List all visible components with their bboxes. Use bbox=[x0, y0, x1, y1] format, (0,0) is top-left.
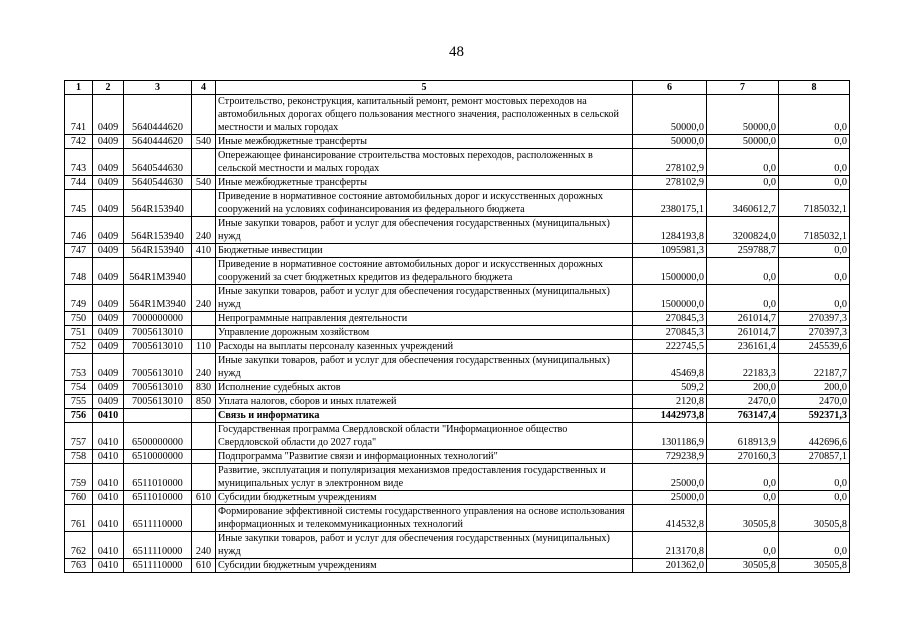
row-number-cell: 742 bbox=[65, 135, 93, 149]
amount-year3-cell: 245539,6 bbox=[779, 340, 850, 354]
amount-year2-cell: 0,0 bbox=[707, 491, 779, 505]
target-article-cell: 7005613010 bbox=[124, 354, 192, 381]
item-name-cell: Иные межбюджетные трансферты bbox=[216, 135, 633, 149]
amount-year1-cell: 278102,9 bbox=[633, 176, 707, 190]
section-code-cell: 0409 bbox=[93, 135, 124, 149]
target-article-cell: 5640544630 bbox=[124, 149, 192, 176]
column-header: 2 bbox=[93, 81, 124, 95]
item-name-cell: Подпрограмма "Развитие связи и информационных технологий" bbox=[216, 450, 633, 464]
amount-year3-cell: 592371,3 bbox=[779, 409, 850, 423]
amount-year1-cell: 278102,9 bbox=[633, 149, 707, 176]
expense-type-cell bbox=[192, 423, 216, 450]
target-article-cell: 6511010000 bbox=[124, 491, 192, 505]
row-number-cell: 753 bbox=[65, 354, 93, 381]
column-header: 8 bbox=[779, 81, 850, 95]
table-header-row bbox=[65, 81, 850, 95]
target-article-cell: 6511110000 bbox=[124, 505, 192, 532]
amount-year2-cell: 3200824,0 bbox=[707, 217, 779, 244]
amount-year2-cell: 50000,0 bbox=[707, 135, 779, 149]
target-article-cell bbox=[124, 409, 192, 423]
table-row bbox=[65, 532, 850, 559]
section-code-cell: 0410 bbox=[93, 532, 124, 559]
item-name-cell: Исполнение судебных актов bbox=[216, 381, 633, 395]
section-code-cell: 0410 bbox=[93, 464, 124, 491]
table-row bbox=[65, 135, 850, 149]
column-header: 7 bbox=[707, 81, 779, 95]
table-row bbox=[65, 423, 850, 450]
target-article-cell: 564R153940 bbox=[124, 217, 192, 244]
section-code-cell: 0409 bbox=[93, 354, 124, 381]
target-article-cell: 6500000000 bbox=[124, 423, 192, 450]
target-article-cell: 7005613010 bbox=[124, 395, 192, 409]
row-number-cell: 759 bbox=[65, 464, 93, 491]
section-code-cell: 0410 bbox=[93, 450, 124, 464]
amount-year2-cell: 22183,3 bbox=[707, 354, 779, 381]
amount-year3-cell: 0,0 bbox=[779, 244, 850, 258]
item-name-cell: Формирование эффективной системы государственного управления на основе использования информационных и телекоммуникационных технологий bbox=[216, 505, 633, 532]
amount-year3-cell: 0,0 bbox=[779, 464, 850, 491]
budget-table bbox=[64, 80, 850, 573]
expense-type-cell: 610 bbox=[192, 559, 216, 573]
column-header: 4 bbox=[192, 81, 216, 95]
item-name-cell: Опережающее финансирование строительства мостовых переходов, расположенных в сельской местности и малых городах bbox=[216, 149, 633, 176]
target-article-cell: 7000000000 bbox=[124, 312, 192, 326]
amount-year2-cell: 0,0 bbox=[707, 285, 779, 312]
amount-year1-cell: 509,2 bbox=[633, 381, 707, 395]
amount-year3-cell: 2470,0 bbox=[779, 395, 850, 409]
amount-year2-cell: 261014,7 bbox=[707, 326, 779, 340]
section-code-cell: 0409 bbox=[93, 381, 124, 395]
amount-year2-cell: 236161,4 bbox=[707, 340, 779, 354]
row-number-cell: 758 bbox=[65, 450, 93, 464]
amount-year2-cell: 259788,7 bbox=[707, 244, 779, 258]
amount-year1-cell: 270845,3 bbox=[633, 312, 707, 326]
item-name-cell: Строительство, реконструкция, капитальный ремонт, ремонт мостовых переходов на автомобильных дорогах общего пользования местного значения, расположенных в сельской местности и малых городах bbox=[216, 95, 633, 135]
page-number: 48 bbox=[449, 44, 464, 60]
table-row bbox=[65, 450, 850, 464]
table-row bbox=[65, 559, 850, 573]
amount-year1-cell: 25000,0 bbox=[633, 464, 707, 491]
target-article-cell: 5640544630 bbox=[124, 176, 192, 190]
amount-year1-cell: 50000,0 bbox=[633, 135, 707, 149]
column-header: 3 bbox=[124, 81, 192, 95]
amount-year2-cell: 261014,7 bbox=[707, 312, 779, 326]
item-name-cell: Уплата налогов, сборов и иных платежей bbox=[216, 395, 633, 409]
item-name-cell: Приведение в нормативное состояние автомобильных дорог и искусственных дорожных сооружений за счет бюджетных кредитов из федерального бюджета bbox=[216, 258, 633, 285]
section-code-cell: 0410 bbox=[93, 409, 124, 423]
target-article-cell: 6511010000 bbox=[124, 464, 192, 491]
amount-year1-cell: 45469,8 bbox=[633, 354, 707, 381]
table-row bbox=[65, 326, 850, 340]
table-row bbox=[65, 354, 850, 381]
amount-year1-cell: 50000,0 bbox=[633, 95, 707, 135]
expense-type-cell: 240 bbox=[192, 217, 216, 244]
target-article-cell: 7005613010 bbox=[124, 381, 192, 395]
table-row bbox=[65, 149, 850, 176]
expense-type-cell: 830 bbox=[192, 381, 216, 395]
row-number-cell: 746 bbox=[65, 217, 93, 244]
amount-year3-cell: 0,0 bbox=[779, 149, 850, 176]
section-code-cell: 0409 bbox=[93, 217, 124, 244]
amount-year3-cell: 270397,3 bbox=[779, 326, 850, 340]
row-number-cell: 749 bbox=[65, 285, 93, 312]
item-name-cell: Иные закупки товаров, работ и услуг для обеспечения государственных (муниципальных) нужд bbox=[216, 354, 633, 381]
expense-type-cell: 540 bbox=[192, 135, 216, 149]
section-code-cell: 0409 bbox=[93, 285, 124, 312]
amount-year1-cell: 2120,8 bbox=[633, 395, 707, 409]
amount-year2-cell: 0,0 bbox=[707, 176, 779, 190]
amount-year1-cell: 1500000,0 bbox=[633, 285, 707, 312]
amount-year1-cell: 729238,9 bbox=[633, 450, 707, 464]
expense-type-cell: 610 bbox=[192, 491, 216, 505]
row-number-cell: 763 bbox=[65, 559, 93, 573]
row-number-cell: 754 bbox=[65, 381, 93, 395]
item-name-cell: Иные закупки товаров, работ и услуг для обеспечения государственных (муниципальных) нужд bbox=[216, 217, 633, 244]
table-row bbox=[65, 95, 850, 135]
expense-type-cell: 850 bbox=[192, 395, 216, 409]
column-header: 6 bbox=[633, 81, 707, 95]
expense-type-cell bbox=[192, 464, 216, 491]
amount-year1-cell: 414532,8 bbox=[633, 505, 707, 532]
amount-year3-cell: 7185032,1 bbox=[779, 217, 850, 244]
item-name-cell: Государственная программа Свердловской области "Информационное общество Свердловской области до 2027 года" bbox=[216, 423, 633, 450]
section-code-cell: 0409 bbox=[93, 312, 124, 326]
amount-year2-cell: 0,0 bbox=[707, 464, 779, 491]
amount-year3-cell: 0,0 bbox=[779, 176, 850, 190]
row-number-cell: 751 bbox=[65, 326, 93, 340]
row-number-cell: 744 bbox=[65, 176, 93, 190]
expense-type-cell: 110 bbox=[192, 340, 216, 354]
section-code-cell: 0409 bbox=[93, 244, 124, 258]
expense-type-cell bbox=[192, 149, 216, 176]
table-row bbox=[65, 409, 850, 423]
section-code-cell: 0409 bbox=[93, 258, 124, 285]
amount-year3-cell: 22187,7 bbox=[779, 354, 850, 381]
item-name-cell: Развитие, эксплуатация и популяризация механизмов предоставления государственных и муниципальных услуг в электронном виде bbox=[216, 464, 633, 491]
expense-type-cell bbox=[192, 450, 216, 464]
amount-year3-cell: 270857,1 bbox=[779, 450, 850, 464]
target-article-cell: 5640444620 bbox=[124, 135, 192, 149]
amount-year1-cell: 1095981,3 bbox=[633, 244, 707, 258]
row-number-cell: 745 bbox=[65, 190, 93, 217]
section-code-cell: 0410 bbox=[93, 559, 124, 573]
amount-year3-cell: 0,0 bbox=[779, 95, 850, 135]
item-name-cell: Приведение в нормативное состояние автомобильных дорог и искусственных дорожных сооружений на условиях софинансирования из федерального бюджета bbox=[216, 190, 633, 217]
amount-year2-cell: 200,0 bbox=[707, 381, 779, 395]
row-number-cell: 747 bbox=[65, 244, 93, 258]
amount-year2-cell: 30505,8 bbox=[707, 505, 779, 532]
row-number-cell: 757 bbox=[65, 423, 93, 450]
table-row bbox=[65, 312, 850, 326]
amount-year3-cell: 0,0 bbox=[779, 532, 850, 559]
table-row bbox=[65, 505, 850, 532]
amount-year3-cell: 7185032,1 bbox=[779, 190, 850, 217]
item-name-cell: Бюджетные инвестиции bbox=[216, 244, 633, 258]
table-row bbox=[65, 381, 850, 395]
table-row bbox=[65, 491, 850, 505]
expense-type-cell: 240 bbox=[192, 285, 216, 312]
amount-year1-cell: 222745,5 bbox=[633, 340, 707, 354]
item-name-cell: Иные межбюджетные трансферты bbox=[216, 176, 633, 190]
amount-year1-cell: 1301186,9 bbox=[633, 423, 707, 450]
amount-year1-cell: 1284193,8 bbox=[633, 217, 707, 244]
row-number-cell: 756 bbox=[65, 409, 93, 423]
table-row bbox=[65, 176, 850, 190]
column-header: 1 bbox=[65, 81, 93, 95]
amount-year3-cell: 0,0 bbox=[779, 135, 850, 149]
expense-type-cell: 240 bbox=[192, 354, 216, 381]
target-article-cell: 564R1M3940 bbox=[124, 258, 192, 285]
target-article-cell: 564R153940 bbox=[124, 190, 192, 217]
row-number-cell: 741 bbox=[65, 95, 93, 135]
row-number-cell: 760 bbox=[65, 491, 93, 505]
row-number-cell: 752 bbox=[65, 340, 93, 354]
target-article-cell: 5640444620 bbox=[124, 95, 192, 135]
row-number-cell: 761 bbox=[65, 505, 93, 532]
expense-type-cell bbox=[192, 95, 216, 135]
expense-type-cell bbox=[192, 326, 216, 340]
expense-type-cell: 540 bbox=[192, 176, 216, 190]
column-header: 5 bbox=[216, 81, 633, 95]
amount-year2-cell: 0,0 bbox=[707, 532, 779, 559]
amount-year1-cell: 201362,0 bbox=[633, 559, 707, 573]
amount-year1-cell: 1442973,8 bbox=[633, 409, 707, 423]
section-code-cell: 0410 bbox=[93, 423, 124, 450]
item-name-cell: Субсидии бюджетным учреждениям bbox=[216, 559, 633, 573]
expense-type-cell: 240 bbox=[192, 532, 216, 559]
section-code-cell: 0409 bbox=[93, 190, 124, 217]
expense-type-cell bbox=[192, 312, 216, 326]
row-number-cell: 748 bbox=[65, 258, 93, 285]
amount-year3-cell: 270397,3 bbox=[779, 312, 850, 326]
amount-year3-cell: 0,0 bbox=[779, 491, 850, 505]
amount-year2-cell: 3460612,7 bbox=[707, 190, 779, 217]
table-row bbox=[65, 340, 850, 354]
table-row bbox=[65, 244, 850, 258]
target-article-cell: 6511110000 bbox=[124, 532, 192, 559]
table-row bbox=[65, 395, 850, 409]
table-row bbox=[65, 285, 850, 312]
table-row bbox=[65, 190, 850, 217]
target-article-cell: 6511110000 bbox=[124, 559, 192, 573]
amount-year3-cell: 200,0 bbox=[779, 381, 850, 395]
target-article-cell: 7005613010 bbox=[124, 340, 192, 354]
row-number-cell: 755 bbox=[65, 395, 93, 409]
expense-type-cell bbox=[192, 258, 216, 285]
amount-year1-cell: 213170,8 bbox=[633, 532, 707, 559]
amount-year1-cell: 1500000,0 bbox=[633, 258, 707, 285]
table-row bbox=[65, 464, 850, 491]
amount-year3-cell: 442696,6 bbox=[779, 423, 850, 450]
amount-year2-cell: 0,0 bbox=[707, 258, 779, 285]
amount-year1-cell: 2380175,1 bbox=[633, 190, 707, 217]
target-article-cell: 7005613010 bbox=[124, 326, 192, 340]
item-name-cell: Управление дорожным хозяйством bbox=[216, 326, 633, 340]
amount-year2-cell: 270160,3 bbox=[707, 450, 779, 464]
item-name-cell: Связь и информатика bbox=[216, 409, 633, 423]
item-name-cell: Иные закупки товаров, работ и услуг для обеспечения государственных (муниципальных) нужд bbox=[216, 532, 633, 559]
row-number-cell: 743 bbox=[65, 149, 93, 176]
item-name-cell: Непрограммные направления деятельности bbox=[216, 312, 633, 326]
amount-year3-cell: 0,0 bbox=[779, 285, 850, 312]
expense-type-cell bbox=[192, 505, 216, 532]
target-article-cell: 564R1M3940 bbox=[124, 285, 192, 312]
amount-year2-cell: 2470,0 bbox=[707, 395, 779, 409]
section-code-cell: 0410 bbox=[93, 491, 124, 505]
amount-year2-cell: 30505,8 bbox=[707, 559, 779, 573]
row-number-cell: 762 bbox=[65, 532, 93, 559]
section-code-cell: 0410 bbox=[93, 505, 124, 532]
amount-year1-cell: 25000,0 bbox=[633, 491, 707, 505]
item-name-cell: Субсидии бюджетным учреждениям bbox=[216, 491, 633, 505]
target-article-cell: 564R153940 bbox=[124, 244, 192, 258]
row-number-cell: 750 bbox=[65, 312, 93, 326]
expense-type-cell bbox=[192, 190, 216, 217]
table-row bbox=[65, 258, 850, 285]
amount-year2-cell: 50000,0 bbox=[707, 95, 779, 135]
section-code-cell: 0409 bbox=[93, 326, 124, 340]
section-code-cell: 0409 bbox=[93, 395, 124, 409]
amount-year3-cell: 30505,8 bbox=[779, 505, 850, 532]
amount-year3-cell: 0,0 bbox=[779, 258, 850, 285]
section-code-cell: 0409 bbox=[93, 95, 124, 135]
section-code-cell: 0409 bbox=[93, 340, 124, 354]
section-code-cell: 0409 bbox=[93, 176, 124, 190]
item-name-cell: Расходы на выплаты персоналу казенных учреждений bbox=[216, 340, 633, 354]
amount-year2-cell: 763147,4 bbox=[707, 409, 779, 423]
expense-type-cell bbox=[192, 409, 216, 423]
amount-year2-cell: 618913,9 bbox=[707, 423, 779, 450]
amount-year3-cell: 30505,8 bbox=[779, 559, 850, 573]
target-article-cell: 6510000000 bbox=[124, 450, 192, 464]
item-name-cell: Иные закупки товаров, работ и услуг для обеспечения государственных (муниципальных) нужд bbox=[216, 285, 633, 312]
table-row bbox=[65, 217, 850, 244]
expense-type-cell: 410 bbox=[192, 244, 216, 258]
section-code-cell: 0409 bbox=[93, 149, 124, 176]
amount-year1-cell: 270845,3 bbox=[633, 326, 707, 340]
amount-year2-cell: 0,0 bbox=[707, 149, 779, 176]
